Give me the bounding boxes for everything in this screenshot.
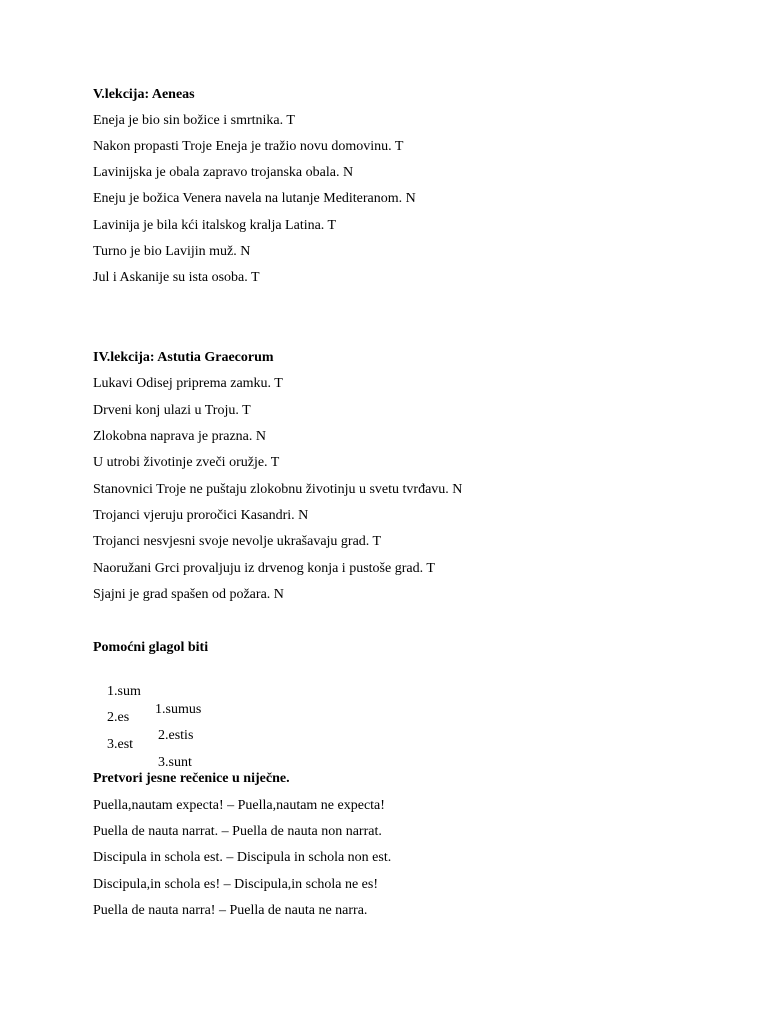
sentence-pair: Puella de nauta narra! – Puella de nauta ne narra.	[93, 903, 368, 918]
statement-line: Sjajni je grad spašen od požara. N	[93, 587, 284, 602]
sentence-pair: Puella,nautam expecta! – Puella,nautam ne expecta!	[93, 798, 385, 813]
conjugation-singular: 2.es	[107, 710, 130, 725]
section-heading-aeneas: V.lekcija: Aeneas	[93, 87, 195, 102]
statement-line: Stanovnici Troje ne puštaju zlokobnu životinju u svetu tvrđavu. N	[93, 482, 463, 497]
conjugation-plural: 2.estis	[158, 728, 194, 743]
statement-line: Eneju je božica Venera navela na lutanje Mediteranom. N	[93, 191, 416, 206]
statement-line: Turno je bio Lavijin muž. N	[93, 244, 251, 259]
sentence-pair: Discipula in schola est. – Discipula in schola non est.	[93, 850, 392, 865]
statement-line: Nakon propasti Troje Eneja je tražio novu domovinu. T	[93, 139, 404, 154]
statement-line: Lavinijska je obala zapravo trojanska obala. N	[93, 165, 354, 180]
sentence-pair: Puella de nauta narrat. – Puella de nauta non narrat.	[93, 824, 382, 839]
statement-line: Trojanci nesvjesni svoje nevolje ukrašavaju grad. T	[93, 534, 382, 549]
conjugation-plural: 1.sumus	[155, 702, 202, 717]
statement-line: Lukavi Odisej priprema zamku. T	[93, 376, 283, 391]
statement-line: Trojanci vjeruju proročici Kasandri. N	[93, 508, 309, 523]
conjugation-plural: 3.sunt	[158, 755, 192, 770]
statement-line: Eneja je bio sin božice i smrtnika. T	[93, 113, 295, 128]
statement-line: Jul i Askanije su ista osoba. T	[93, 270, 260, 285]
sentence-pair: Discipula,in schola es! – Discipula,in schola ne es!	[93, 877, 378, 892]
section-heading-negation: Pretvori jesne rečenice u niječne.	[93, 771, 290, 786]
conjugation-singular: 1.sum	[107, 684, 141, 699]
statement-line: Zlokobna naprava je prazna. N	[93, 429, 266, 444]
statement-line: U utrobi životinje zveči oružje. T	[93, 455, 280, 470]
statement-line: Naoružani Grci provaljuju iz drvenog konja i pustoše grad. T	[93, 561, 435, 576]
statement-line: Drveni konj ulazi u Troju. T	[93, 403, 251, 418]
statement-line: Lavinija je bila kći italskog kralja Latina. T	[93, 218, 337, 233]
section-heading-biti: Pomoćni glagol biti	[93, 640, 209, 655]
conjugation-singular: 3.est	[107, 737, 134, 752]
section-heading-astutia: IV.lekcija: Astutia Graecorum	[93, 350, 274, 365]
